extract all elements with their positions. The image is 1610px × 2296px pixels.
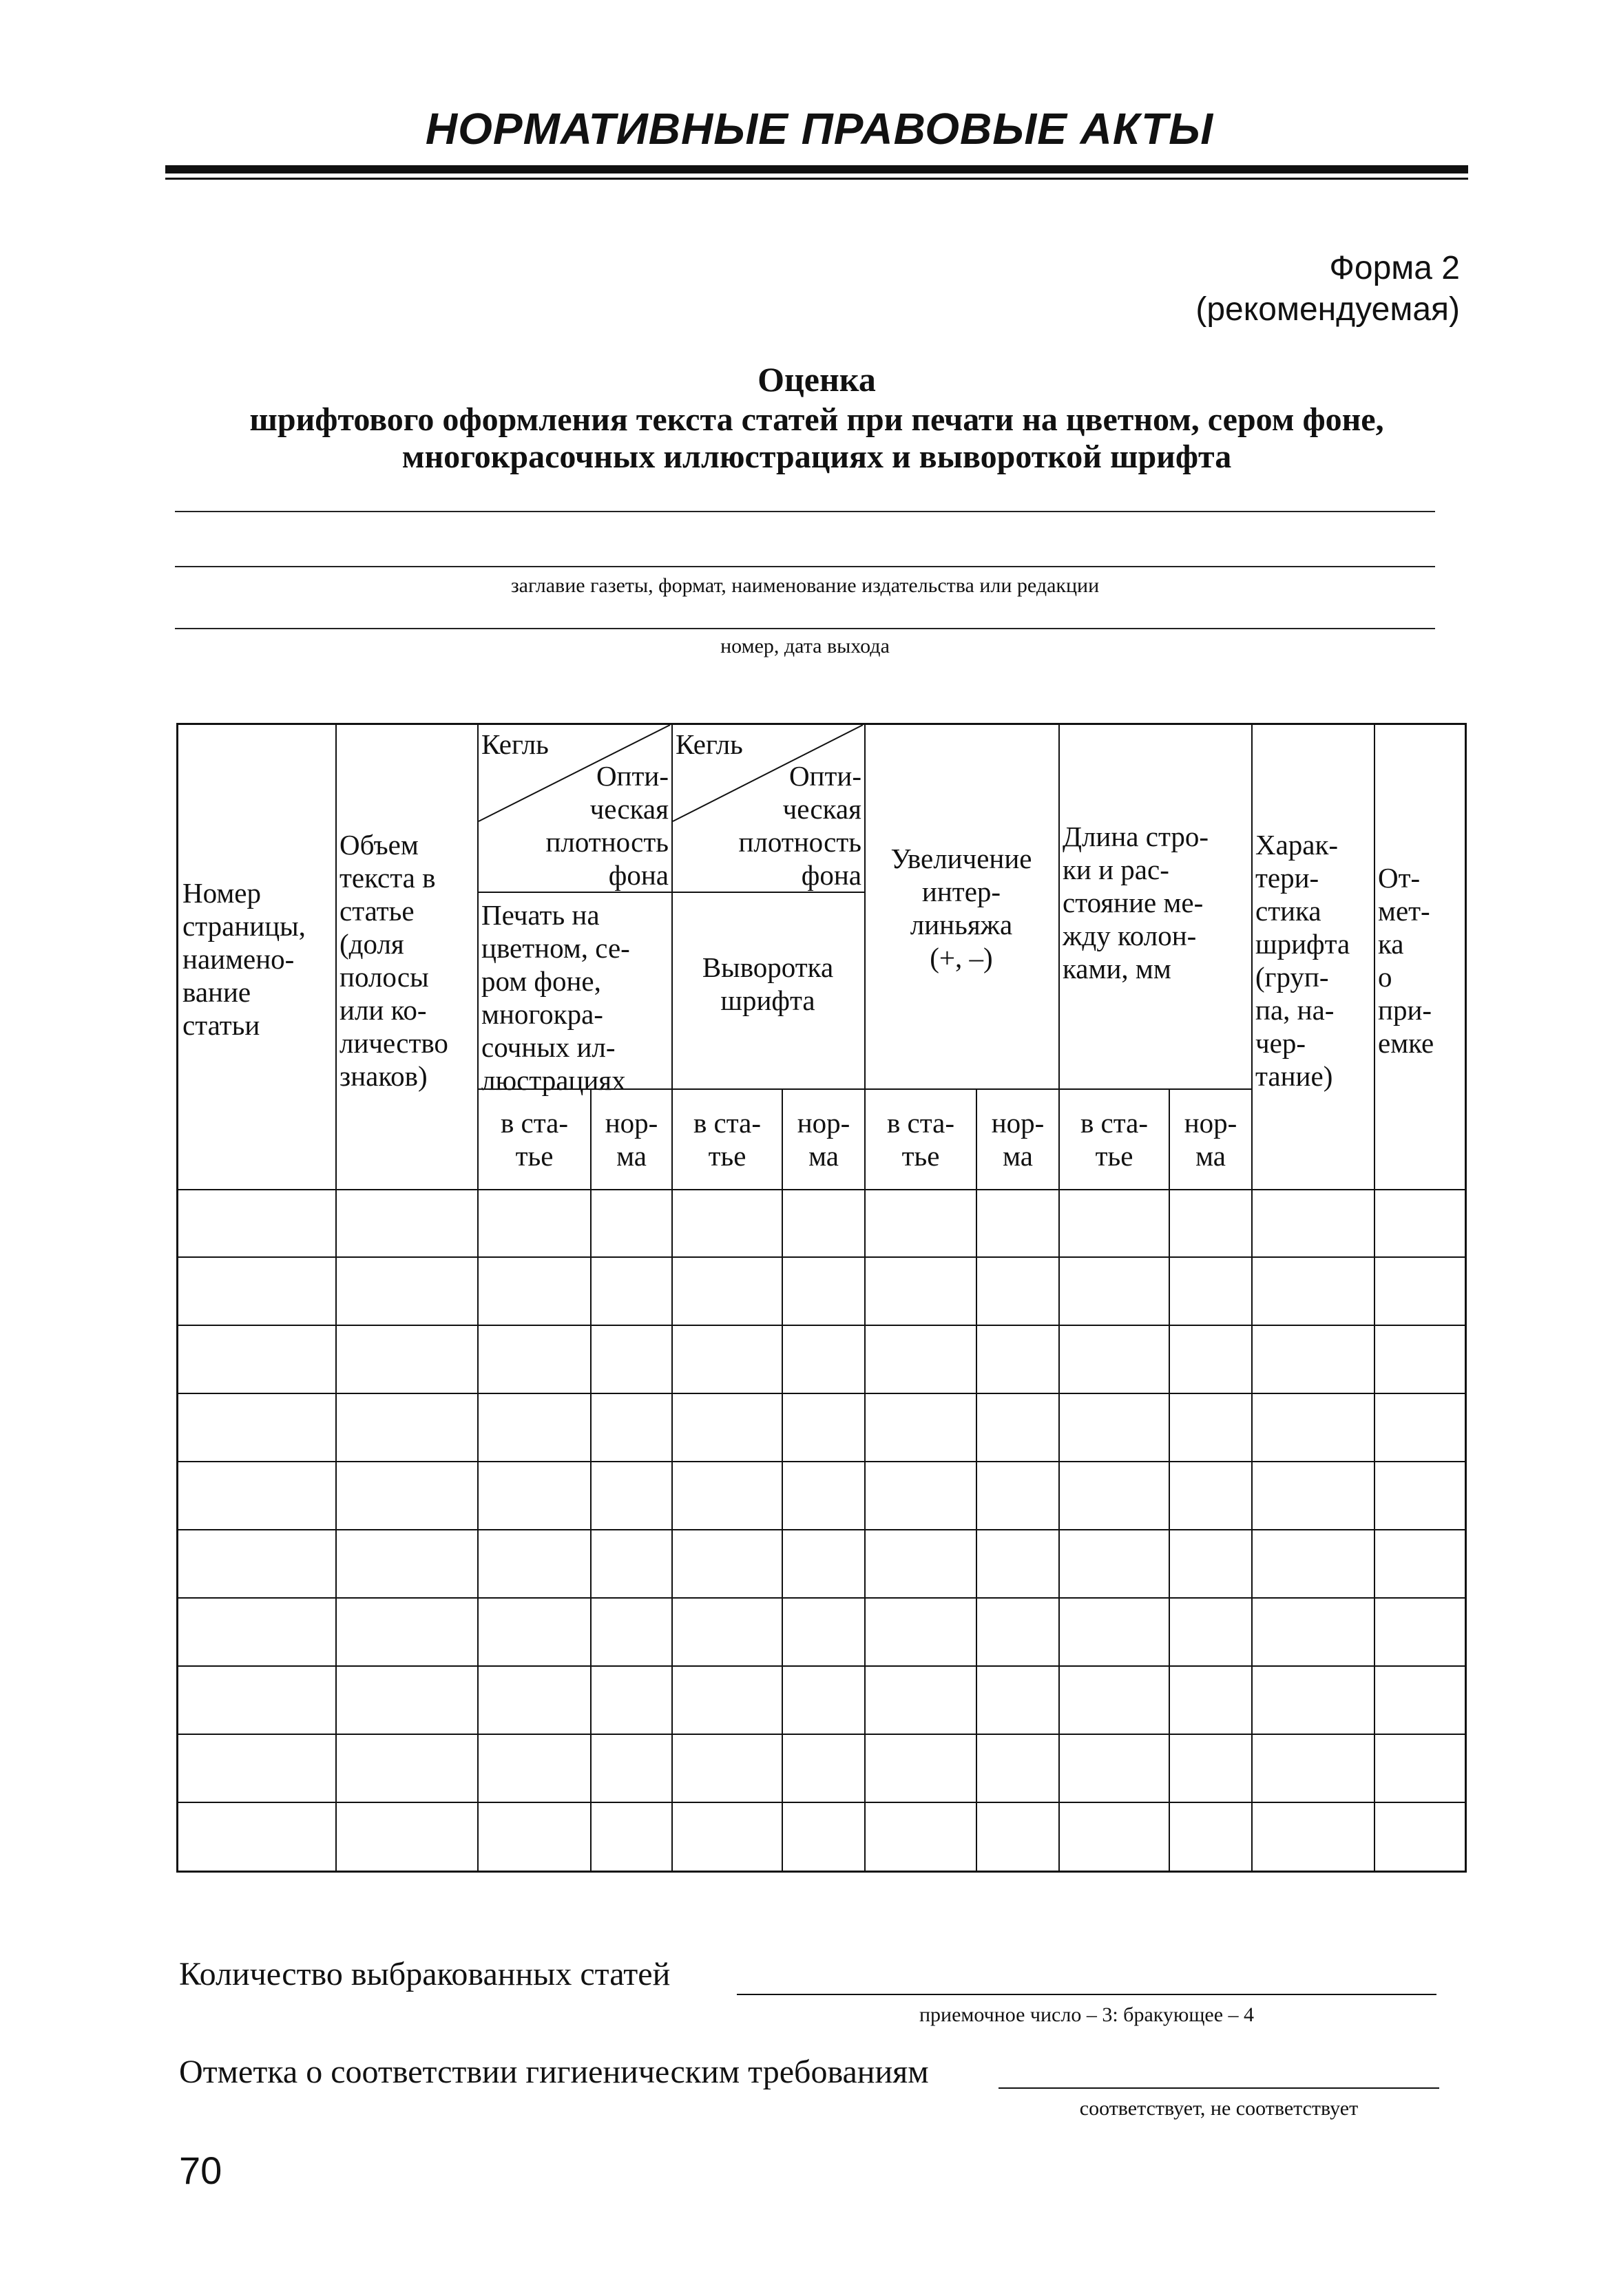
newspaper-caption: заглавие газеты, формат, наименование издательства или редакции bbox=[510, 574, 1100, 597]
table-divider bbox=[590, 1088, 592, 1871]
blank-fill-line[interactable] bbox=[175, 511, 1435, 512]
header-acceptance-mark: От- мет- ка о при- емке bbox=[1378, 862, 1434, 1059]
table-divider bbox=[335, 725, 337, 1871]
rejected-articles-label: Количество выбракованных статей bbox=[179, 1956, 671, 1992]
document-subtitle-line-2: многокрасочных иллюстрациях и вывороткой шрифта bbox=[401, 439, 1232, 475]
subheader-norm: нор- ма bbox=[991, 1107, 1045, 1172]
header-reverse-print: Выворотка шрифта bbox=[702, 951, 834, 1016]
table-row-line bbox=[178, 1529, 1465, 1530]
form-status: (рекомендуемая) bbox=[1195, 291, 1460, 328]
header-page-article: Номер страницы, наимено- вание статьи bbox=[182, 877, 306, 1041]
page-number: 70 bbox=[179, 2149, 222, 2192]
header-rule-thin bbox=[165, 178, 1468, 180]
table-divider bbox=[477, 725, 479, 1871]
table-divider bbox=[1058, 725, 1060, 1871]
table-divider bbox=[782, 1088, 783, 1871]
table-divider bbox=[1169, 1088, 1170, 1871]
header-font: Харак- тери- стика шрифта (груп- па, на- чер- тание) bbox=[1255, 829, 1350, 1092]
rejected-articles-field[interactable] bbox=[737, 1994, 1436, 1995]
subheader-in-article: в ста- тье bbox=[693, 1107, 762, 1172]
header-text-volume: Объем текста в статье (доля полосы или ко- личество знаков) bbox=[339, 829, 448, 1092]
table-row-line bbox=[178, 1734, 1465, 1735]
header-kegl-1: Кегль bbox=[481, 728, 549, 760]
running-head: НОРМАТИВНЫЕ ПРАВОВЫЕ АКТЫ bbox=[425, 104, 1214, 154]
header-leading: Увеличение интер- линьяжа (+, –) bbox=[890, 843, 1032, 973]
table-divider bbox=[1374, 725, 1375, 1871]
rejected-articles-hint: приемочное число – 3: бракующее – 4 bbox=[919, 2003, 1255, 2026]
hygiene-compliance-field[interactable] bbox=[999, 2087, 1439, 2089]
issue-fill-line[interactable] bbox=[175, 628, 1435, 629]
table-row-line bbox=[178, 1665, 1465, 1667]
subheader-in-article: в ста- тье bbox=[886, 1107, 955, 1172]
form-number: Форма 2 bbox=[1329, 250, 1460, 286]
subheader-in-article: в ста- тье bbox=[1080, 1107, 1149, 1172]
header-optical-density-1: Опти- ческая плотность фона bbox=[545, 760, 669, 891]
subheader-norm: нор- ма bbox=[797, 1107, 850, 1172]
subheader-in-article: в ста- тье bbox=[500, 1107, 569, 1172]
evaluation-table bbox=[176, 723, 1467, 1873]
table-row-line bbox=[178, 1461, 1465, 1462]
subheader-norm: нор- ма bbox=[1184, 1107, 1237, 1172]
header-rule-thick bbox=[165, 165, 1468, 173]
table-divider bbox=[1251, 725, 1253, 1871]
header-optical-density-2: Опти- ческая плотность фона bbox=[738, 760, 861, 891]
header-line-length: Длина стро- ки и рас- стояние ме- жду колон- ками, мм bbox=[1063, 821, 1209, 984]
hygiene-compliance-label: Отметка о соответствии гигиеническим требованиям bbox=[179, 2054, 929, 2090]
newspaper-fill-line[interactable] bbox=[175, 566, 1435, 567]
table-header-bottom bbox=[178, 1189, 1465, 1190]
header-color-print: Печать на цветном, се- ром фоне, многокра- сочных ил- люстрациях bbox=[481, 899, 630, 1096]
table-divider bbox=[976, 1088, 977, 1871]
table-row-line bbox=[178, 1325, 1465, 1326]
table-row-line bbox=[178, 1393, 1465, 1394]
subheader-norm: нор- ма bbox=[605, 1107, 658, 1172]
document-title: Оценка bbox=[757, 360, 876, 399]
table-row-line bbox=[178, 1597, 1465, 1599]
issue-caption: номер, дата выхода bbox=[720, 635, 890, 657]
table-divider bbox=[671, 725, 673, 1871]
table-row-line bbox=[178, 1256, 1465, 1258]
table-row-line bbox=[178, 1802, 1465, 1803]
header-kegl-2: Кегль bbox=[676, 728, 743, 760]
hygiene-compliance-hint: соответствует, не соответствует bbox=[1079, 2097, 1359, 2120]
document-subtitle-line-1: шрифтового оформления текста статей при печати на цветном, сером фоне, bbox=[249, 401, 1384, 438]
table-divider bbox=[477, 892, 864, 893]
